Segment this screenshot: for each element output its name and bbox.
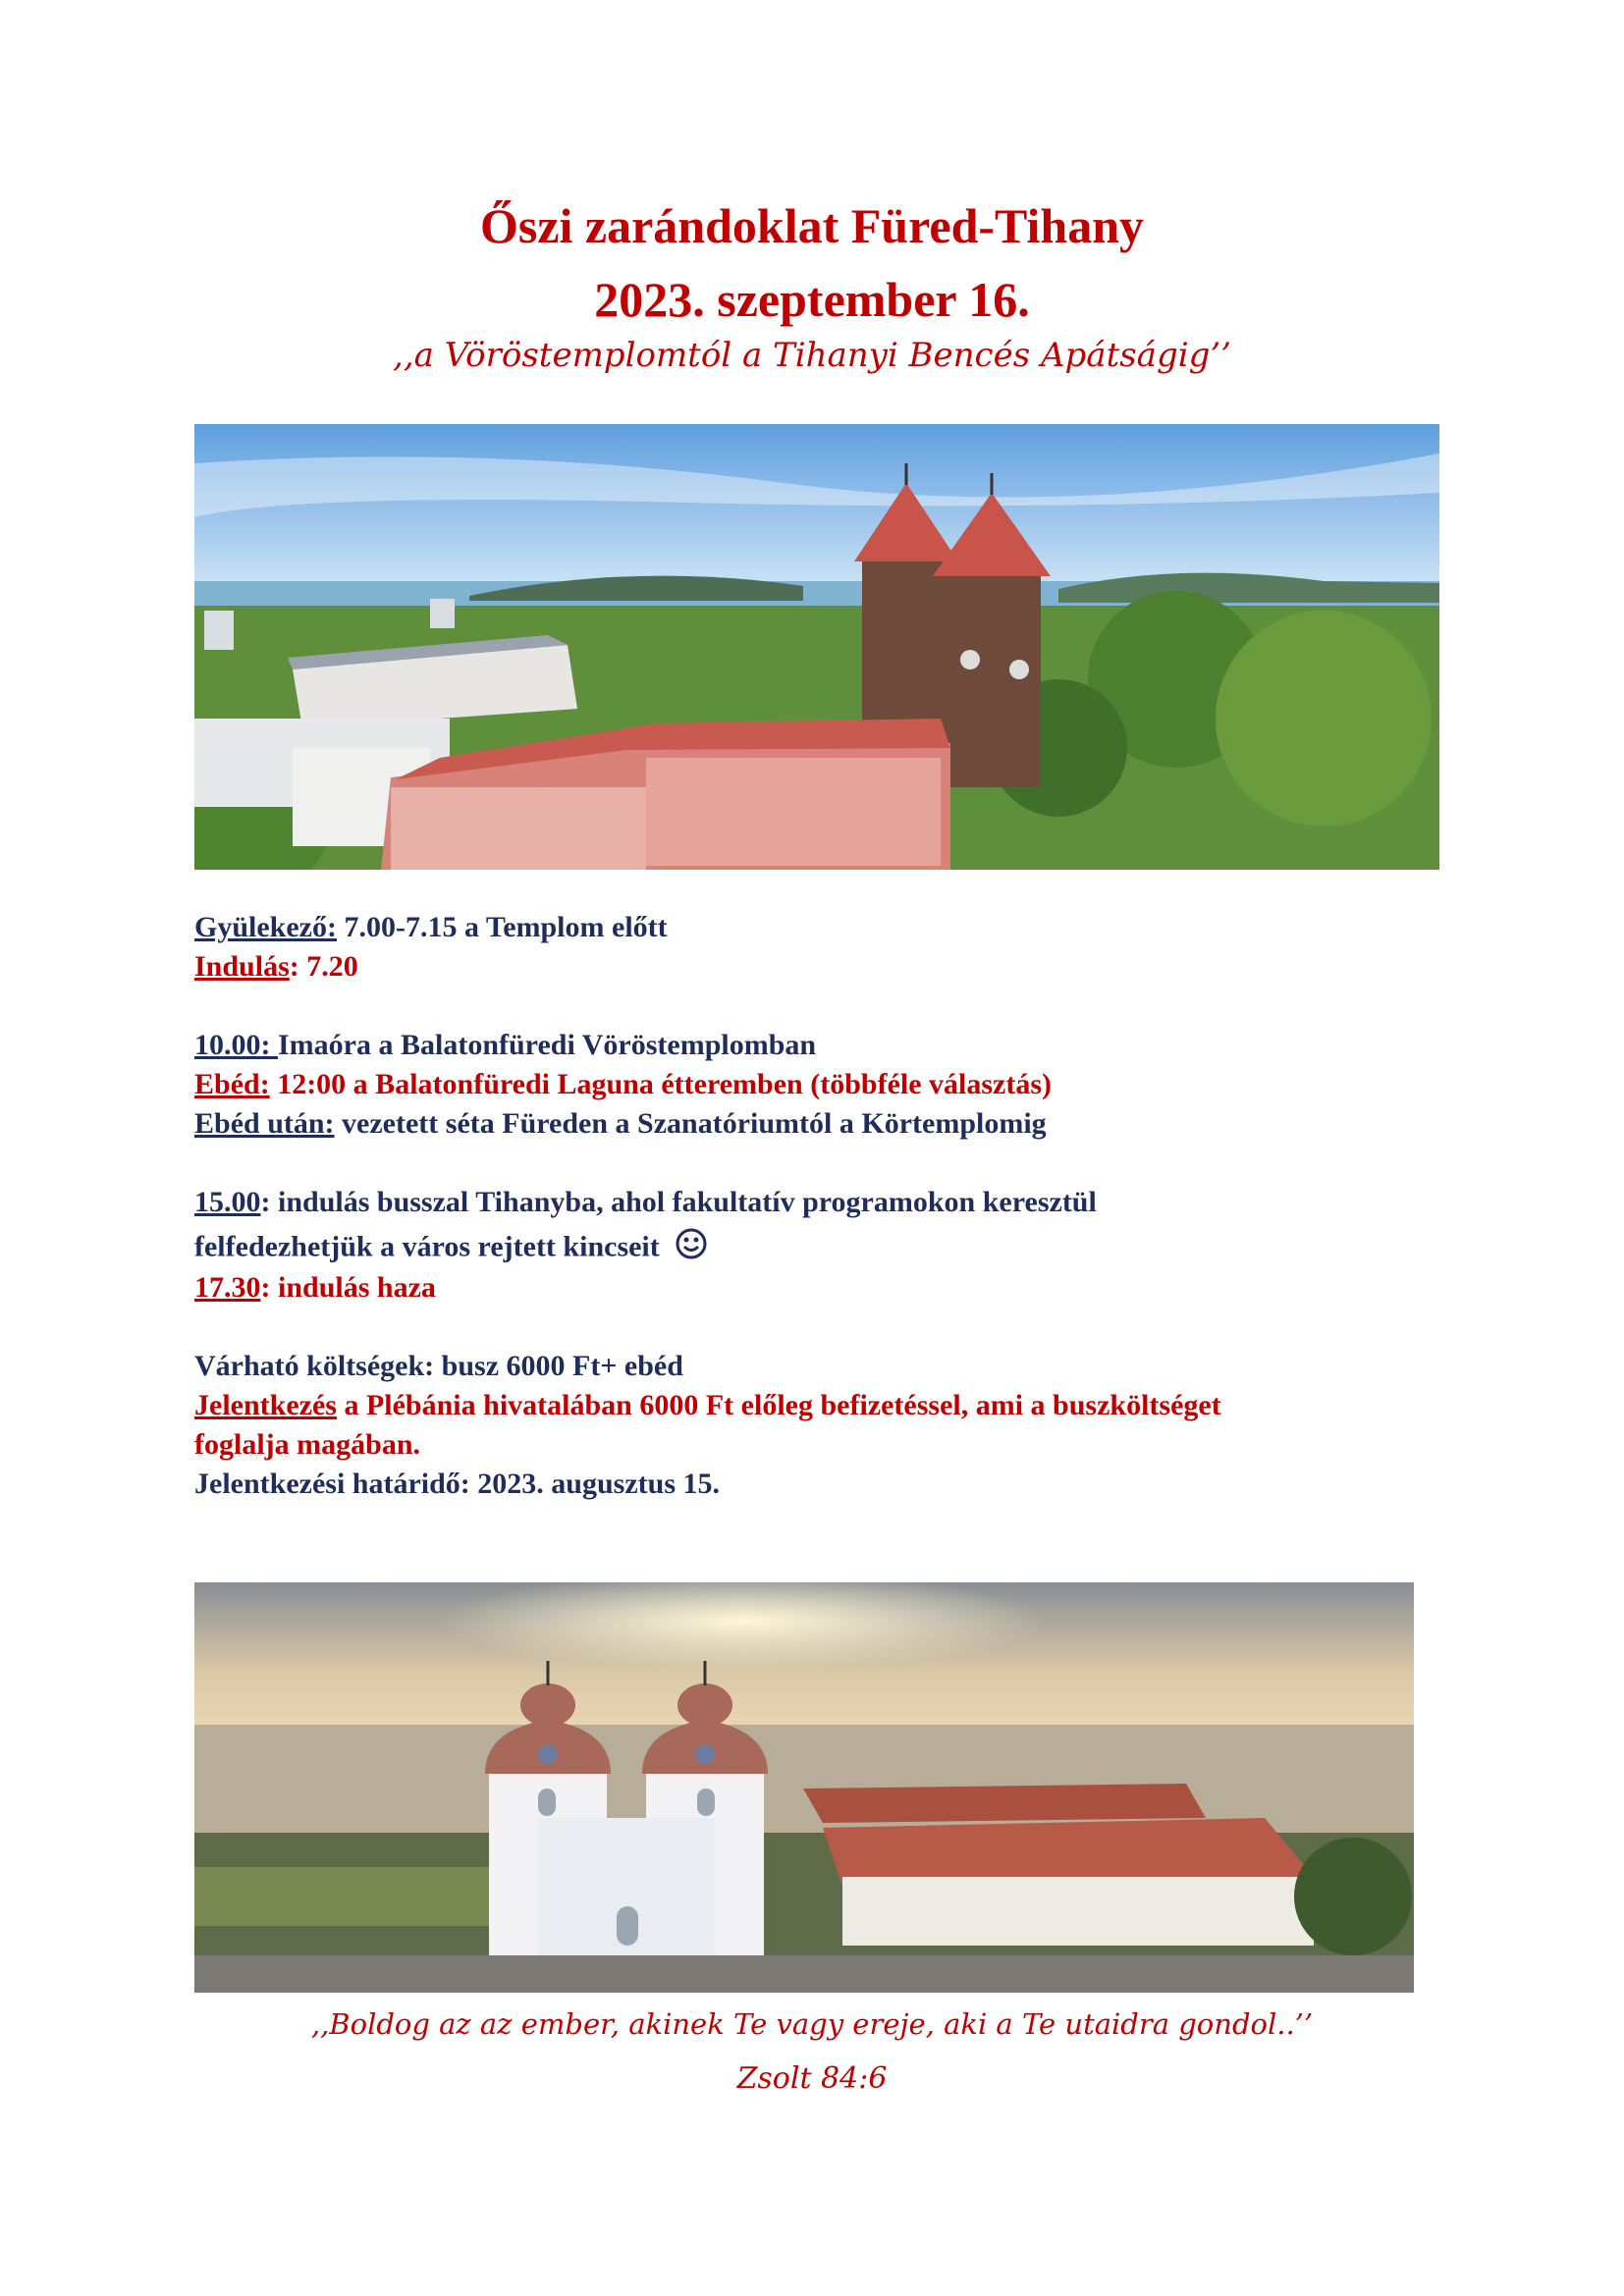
bus-line (194, 1183, 1097, 1222)
apply-line-2: foglalja magában. (194, 1428, 421, 1461)
gathering-text: 7.00-7.15 a Templom előtt (336, 911, 668, 943)
prayer-time: 10.00: (194, 1029, 278, 1061)
page-title: Őszi zarándoklat Füred-Tihany (479, 198, 1145, 253)
apply-line (194, 1386, 1221, 1425)
gathering-line (194, 908, 668, 947)
bible-quote: ,,Boldog az az ember, akinek Te vagy ereje, aki a Te utaidra gondol..’’ (310, 2007, 1314, 2041)
lunch-text: 12:00 a Balatonfüredi Laguna étteremben (többféle választás) (269, 1068, 1053, 1100)
home-time: 17.30 (194, 1271, 261, 1304)
smiley-icon (675, 1227, 708, 1271)
lunch-line (194, 1065, 1052, 1104)
home-text: : indulás haza (260, 1271, 436, 1304)
afterlunch-line (194, 1104, 1047, 1144)
red-church-photo (194, 424, 1439, 870)
bus-text-2: felfedezhetjük a város rejtett kincseit (194, 1230, 660, 1263)
apply-text: a Plébánia hivatalában 6000 Ft előleg befizetéssel, ami a buszköltséget (336, 1389, 1221, 1421)
bus-time: 15.00 (194, 1186, 261, 1218)
expected-costs: Várható költségek: busz 6000 Ft+ ebéd (194, 1350, 683, 1382)
page-subtitle: ,,a Vöröstemplomtól a Tihanyi Bencés Apátságig’’ (393, 336, 1231, 375)
home-line (194, 1268, 436, 1308)
prayer-line (194, 1026, 816, 1065)
departure-text: : 7.20 (289, 950, 358, 983)
departure-label: Indulás (194, 950, 290, 983)
lunch-label: Ebéd: (194, 1068, 270, 1100)
tihany-abbey-photo (194, 1582, 1414, 1993)
deadline-line: Jelentkezési határidő: 2023. augusztus 15. (194, 1468, 720, 1500)
bus-text: : indulás busszal Tihanyba, ahol fakultatív programokon keresztül (260, 1186, 1097, 1218)
afterlunch-text: vezetett séta Füreden a Szanatóriumtól a Körtemplomig (334, 1107, 1047, 1140)
bus-line-2 (194, 1227, 708, 1271)
page-date: 2023. szeptember 16. (594, 272, 1030, 327)
afterlunch-label: Ebéd után: (194, 1107, 335, 1140)
bible-reference: Zsolt 84:6 (736, 2061, 888, 2096)
apply-label: Jelentkezés (194, 1389, 337, 1421)
departure-line (194, 947, 358, 987)
gathering-label: Gyülekező: (194, 911, 337, 943)
prayer-text: Imaóra a Balatonfüredi Vöröstemplomban (278, 1029, 817, 1061)
